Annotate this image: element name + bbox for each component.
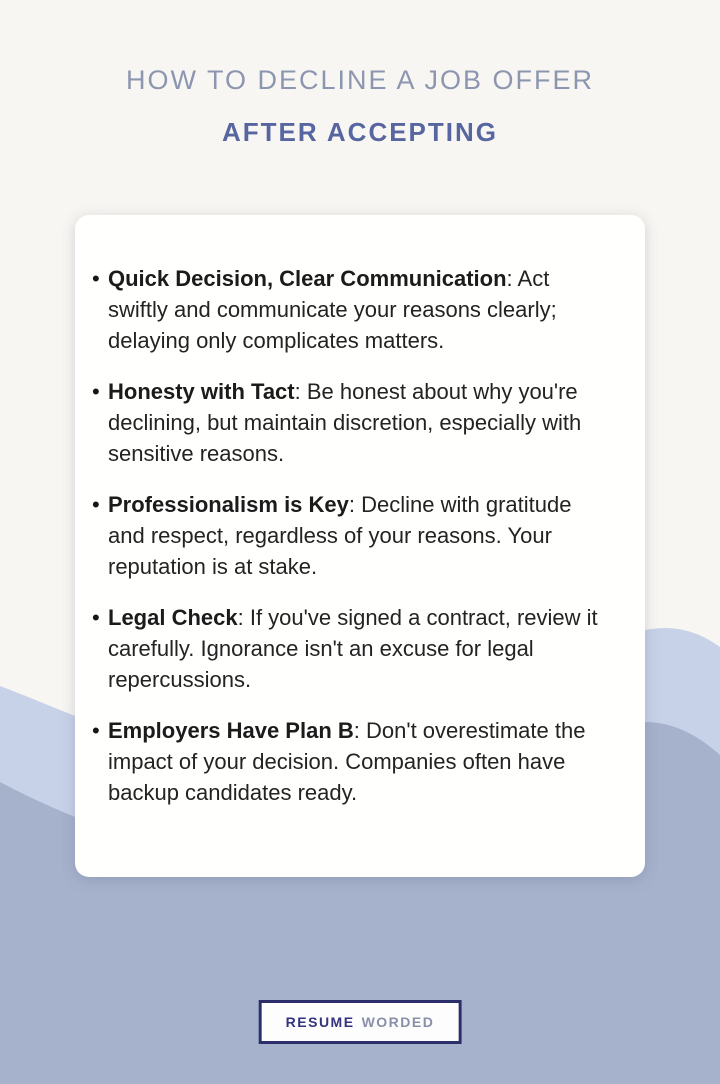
brand-name-light: WORDED <box>361 1014 435 1030</box>
item-title: Honesty with Tact <box>108 379 295 404</box>
brand-name-bold: RESUME <box>285 1014 355 1030</box>
list-item <box>92 489 612 582</box>
infographic-title: HOW TO DECLINE A JOB OFFER <box>125 65 595 95</box>
tips-list <box>92 263 612 808</box>
infographic-subtitle: AFTER ACCEPTING <box>221 117 499 147</box>
item-title: Quick Decision, Clear Communication <box>108 266 507 291</box>
item-title: Employers Have Plan B <box>108 718 354 743</box>
item-title: Professionalism is Key <box>108 492 349 517</box>
list-item <box>92 263 612 356</box>
item-title: Legal Check <box>108 605 238 630</box>
item-body: : Decline with gratitude and respect, regardless of your reasons. Your reputation is at stake. <box>108 492 572 579</box>
item-body: : Act swiftly and communicate your reasons clearly; delaying only complicates matters. <box>108 266 557 353</box>
item-body: : If you've signed a contract, review it carefully. Ignorance isn't an excuse for legal repercussions. <box>108 605 598 692</box>
resume-worded-badge[interactable] <box>259 1000 462 1044</box>
content-card <box>75 215 645 877</box>
list-item <box>92 376 612 469</box>
list-item <box>92 602 612 695</box>
item-body: : Be honest about why you're declining, but maintain discretion, especially with sensitive reasons. <box>108 379 582 466</box>
item-body: : Don't overestimate the impact of your decision. Companies often have backup candidates ready. <box>108 718 586 805</box>
list-item <box>92 715 612 808</box>
